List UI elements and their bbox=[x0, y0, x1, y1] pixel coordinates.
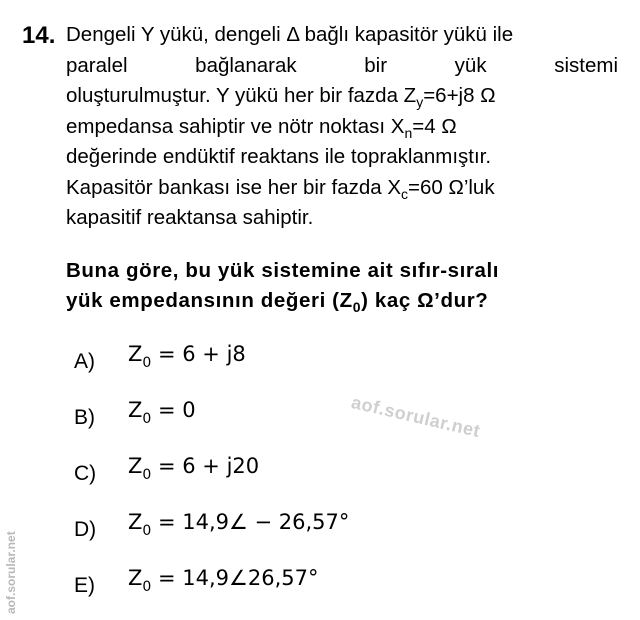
question-line-2 bbox=[66, 286, 626, 316]
side-watermark: aof.sorular.net bbox=[4, 531, 18, 614]
stem-line-6 bbox=[66, 173, 618, 204]
subscript-c: c bbox=[401, 185, 409, 202]
option-expression bbox=[128, 454, 259, 483]
question-number: 14. bbox=[22, 22, 56, 49]
option-expression bbox=[128, 342, 246, 371]
option-expression bbox=[128, 510, 349, 539]
option-subscript: 0 bbox=[142, 523, 152, 539]
stem-line-2: paralel bağlanarak bir yük sistemi bbox=[66, 53, 618, 77]
question-line-2-end: ) kaç Ω’dur? bbox=[361, 289, 489, 312]
option-expression bbox=[128, 398, 196, 427]
option-letter: B) bbox=[74, 406, 95, 429]
option-lhs: Z bbox=[128, 342, 143, 366]
option-rhs: = 6 + j8 bbox=[151, 342, 246, 366]
stem-line-5: değerinde endüktif reaktans ile topraklanmıştır. bbox=[66, 145, 492, 168]
option-subscript: 0 bbox=[142, 467, 152, 483]
option-letter: A) bbox=[74, 350, 95, 373]
option-letter: D) bbox=[74, 518, 97, 541]
watermark: aof.sorular.net bbox=[349, 392, 483, 442]
subscript-n: n bbox=[404, 124, 413, 141]
stem-line-4-value: =4 Ω bbox=[412, 114, 457, 138]
stem-line-1: Dengeli Y yükü, dengeli Δ bağlı kapasitör yükü ile bbox=[66, 23, 514, 46]
question-stem bbox=[66, 20, 618, 234]
option-rhs: = 14,9∠ − 26,57° bbox=[151, 510, 350, 534]
stem-line-3-text: oluşturulmuştur. Y yükü her bir fazda Z bbox=[66, 84, 417, 107]
option-subscript: 0 bbox=[142, 411, 152, 427]
stem-line-3 bbox=[66, 81, 618, 112]
option-lhs: Z bbox=[128, 566, 143, 590]
option-rhs: = 6 + j20 bbox=[151, 454, 260, 478]
question-line-1: Buna göre, bu yük sistemine ait sıfır-sıralı bbox=[66, 259, 500, 282]
stem-line-4 bbox=[66, 112, 618, 143]
option-subscript: 0 bbox=[142, 579, 152, 595]
stem-line-6-text: Kapasitör bankası ise her bir fazda X bbox=[66, 175, 402, 199]
option-subscript: 0 bbox=[142, 355, 152, 371]
option-letter: E) bbox=[74, 574, 95, 597]
option-letter: C) bbox=[74, 462, 97, 485]
stem-line-4-text: empedansa sahiptir ve nötr noktası X bbox=[66, 114, 405, 138]
question-line-2-text: yük empedansının değeri (Z bbox=[66, 289, 353, 312]
stem-line-7: kapasitif reaktansa sahiptir. bbox=[66, 206, 314, 229]
subscript-0: 0 bbox=[352, 299, 362, 315]
option-rhs: = 0 bbox=[151, 398, 196, 422]
option-lhs: Z bbox=[128, 398, 143, 422]
stem-line-6-value: =60 Ω’luk bbox=[408, 175, 495, 199]
option-expression bbox=[128, 566, 318, 595]
subscript-y: y bbox=[416, 94, 424, 110]
option-lhs: Z bbox=[128, 454, 143, 478]
option-rhs: = 14,9∠26,57° bbox=[151, 566, 319, 590]
option-lhs: Z bbox=[128, 510, 143, 534]
question-prompt bbox=[66, 256, 626, 316]
stem-line-3-value: =6+j8 Ω bbox=[423, 84, 496, 107]
